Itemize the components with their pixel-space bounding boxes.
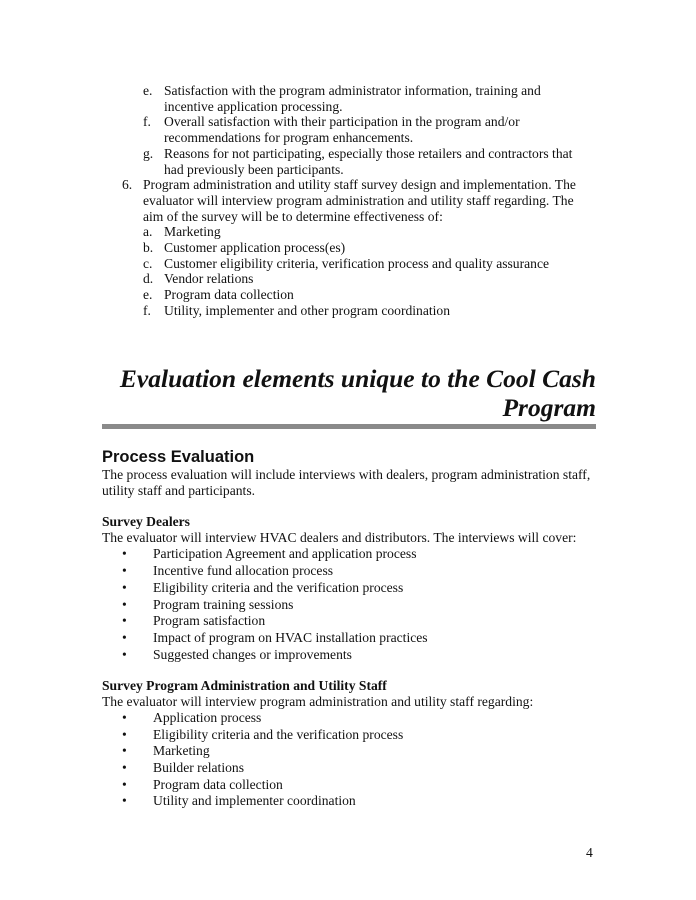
page-number: 4 bbox=[586, 845, 593, 860]
list-item bbox=[143, 271, 593, 287]
list-item-label: f. bbox=[143, 114, 151, 129]
bullet-text: Program data collection bbox=[153, 777, 283, 792]
numbered-item bbox=[122, 177, 592, 224]
bullet-icon: • bbox=[122, 580, 127, 595]
bullet-text: Program satisfaction bbox=[153, 613, 266, 628]
section-title bbox=[102, 364, 596, 422]
bullet-icon: • bbox=[122, 727, 127, 742]
bullet-icon: • bbox=[122, 710, 127, 725]
list-item bbox=[143, 303, 593, 319]
list-item bbox=[143, 287, 593, 303]
section-divider bbox=[102, 424, 596, 429]
bullet-text: Suggested changes or improvements bbox=[153, 647, 352, 662]
bullet-text: Eligibility criteria and the verification process bbox=[153, 727, 404, 742]
survey-dealers-heading: Survey Dealers bbox=[102, 514, 190, 529]
bullet-icon: • bbox=[122, 793, 127, 808]
bullet-icon: • bbox=[122, 546, 127, 561]
list-item-text: Program data collection bbox=[164, 287, 294, 302]
list-item-text: Marketing bbox=[164, 224, 221, 239]
survey-admin-intro: The evaluator will interview program administration and utility staff regarding: bbox=[102, 694, 534, 709]
numbered-item-label: 6. bbox=[122, 177, 133, 192]
bullet-text: Utility and implementer coordination bbox=[153, 793, 356, 808]
bullet-icon: • bbox=[122, 743, 127, 758]
bullet-text: Application process bbox=[153, 710, 262, 725]
bullet-text: Impact of program on HVAC installation practices bbox=[153, 630, 428, 645]
list-item-label: c. bbox=[143, 256, 153, 271]
section-title-line: Program bbox=[502, 393, 596, 422]
bullet-icon: • bbox=[122, 613, 127, 628]
list-item-label: d. bbox=[143, 271, 154, 286]
list-item-label: f. bbox=[143, 303, 151, 318]
bullet-icon: • bbox=[122, 777, 127, 792]
list-item-text: Satisfaction with the program administrator information, training and incentive application processing. bbox=[164, 83, 541, 114]
list-item bbox=[143, 240, 593, 256]
list-item bbox=[143, 146, 593, 178]
bullet-icon: • bbox=[122, 760, 127, 775]
list-item bbox=[143, 256, 593, 272]
bullet-text: Participation Agreement and application process bbox=[153, 546, 417, 561]
bullet-text: Incentive fund allocation process bbox=[153, 563, 334, 578]
section-title-line: Evaluation elements unique to the Cool Cash bbox=[119, 364, 596, 393]
list-item-label: e. bbox=[143, 83, 153, 98]
list-item-text: Vendor relations bbox=[164, 271, 254, 286]
numbered-item-text: Program administration and utility staff survey design and implementation. The evaluator will interview program administration and utility staff regarding. The aim of the survey will be to determine effectiveness of: bbox=[143, 177, 576, 224]
process-evaluation-heading: Process Evaluation bbox=[102, 448, 255, 466]
list-item-text: Customer application process(es) bbox=[164, 240, 346, 255]
list-item-text: Utility, implementer and other program coordination bbox=[164, 303, 451, 318]
list-item-text: Overall satisfaction with their participation in the program and/or recommendations for program enhancements. bbox=[164, 114, 520, 145]
survey-dealers-intro: The evaluator will interview HVAC dealers and distributors. The interviews will cover: bbox=[102, 530, 577, 545]
list-item-label: a. bbox=[143, 224, 153, 239]
list-item bbox=[143, 224, 593, 240]
list-item bbox=[143, 83, 593, 115]
bullet-text: Eligibility criteria and the verification process bbox=[153, 580, 404, 595]
bullet-icon: • bbox=[122, 597, 127, 612]
list-item-text: Reasons for not participating, especially those retailers and contractors that had previously been participants. bbox=[164, 146, 573, 177]
bullet-text: Marketing bbox=[153, 743, 210, 758]
list-item-label: e. bbox=[143, 287, 153, 302]
list-item bbox=[143, 114, 593, 146]
bullet-icon: • bbox=[122, 563, 127, 578]
process-evaluation-intro: The process evaluation will include interviews with dealers, program administration staff, utility staff and participants. bbox=[102, 467, 591, 498]
list-item-label: b. bbox=[143, 240, 154, 255]
list-item-text: Customer eligibility criteria, verification process and quality assurance bbox=[164, 256, 550, 271]
bullet-text: Builder relations bbox=[153, 760, 244, 775]
survey-admin-heading: Survey Program Administration and Utility Staff bbox=[102, 678, 387, 693]
bullet-text: Program training sessions bbox=[153, 597, 294, 612]
bullet-icon: • bbox=[122, 630, 127, 645]
list-item-label: g. bbox=[143, 146, 154, 161]
bullet-icon: • bbox=[122, 647, 127, 662]
